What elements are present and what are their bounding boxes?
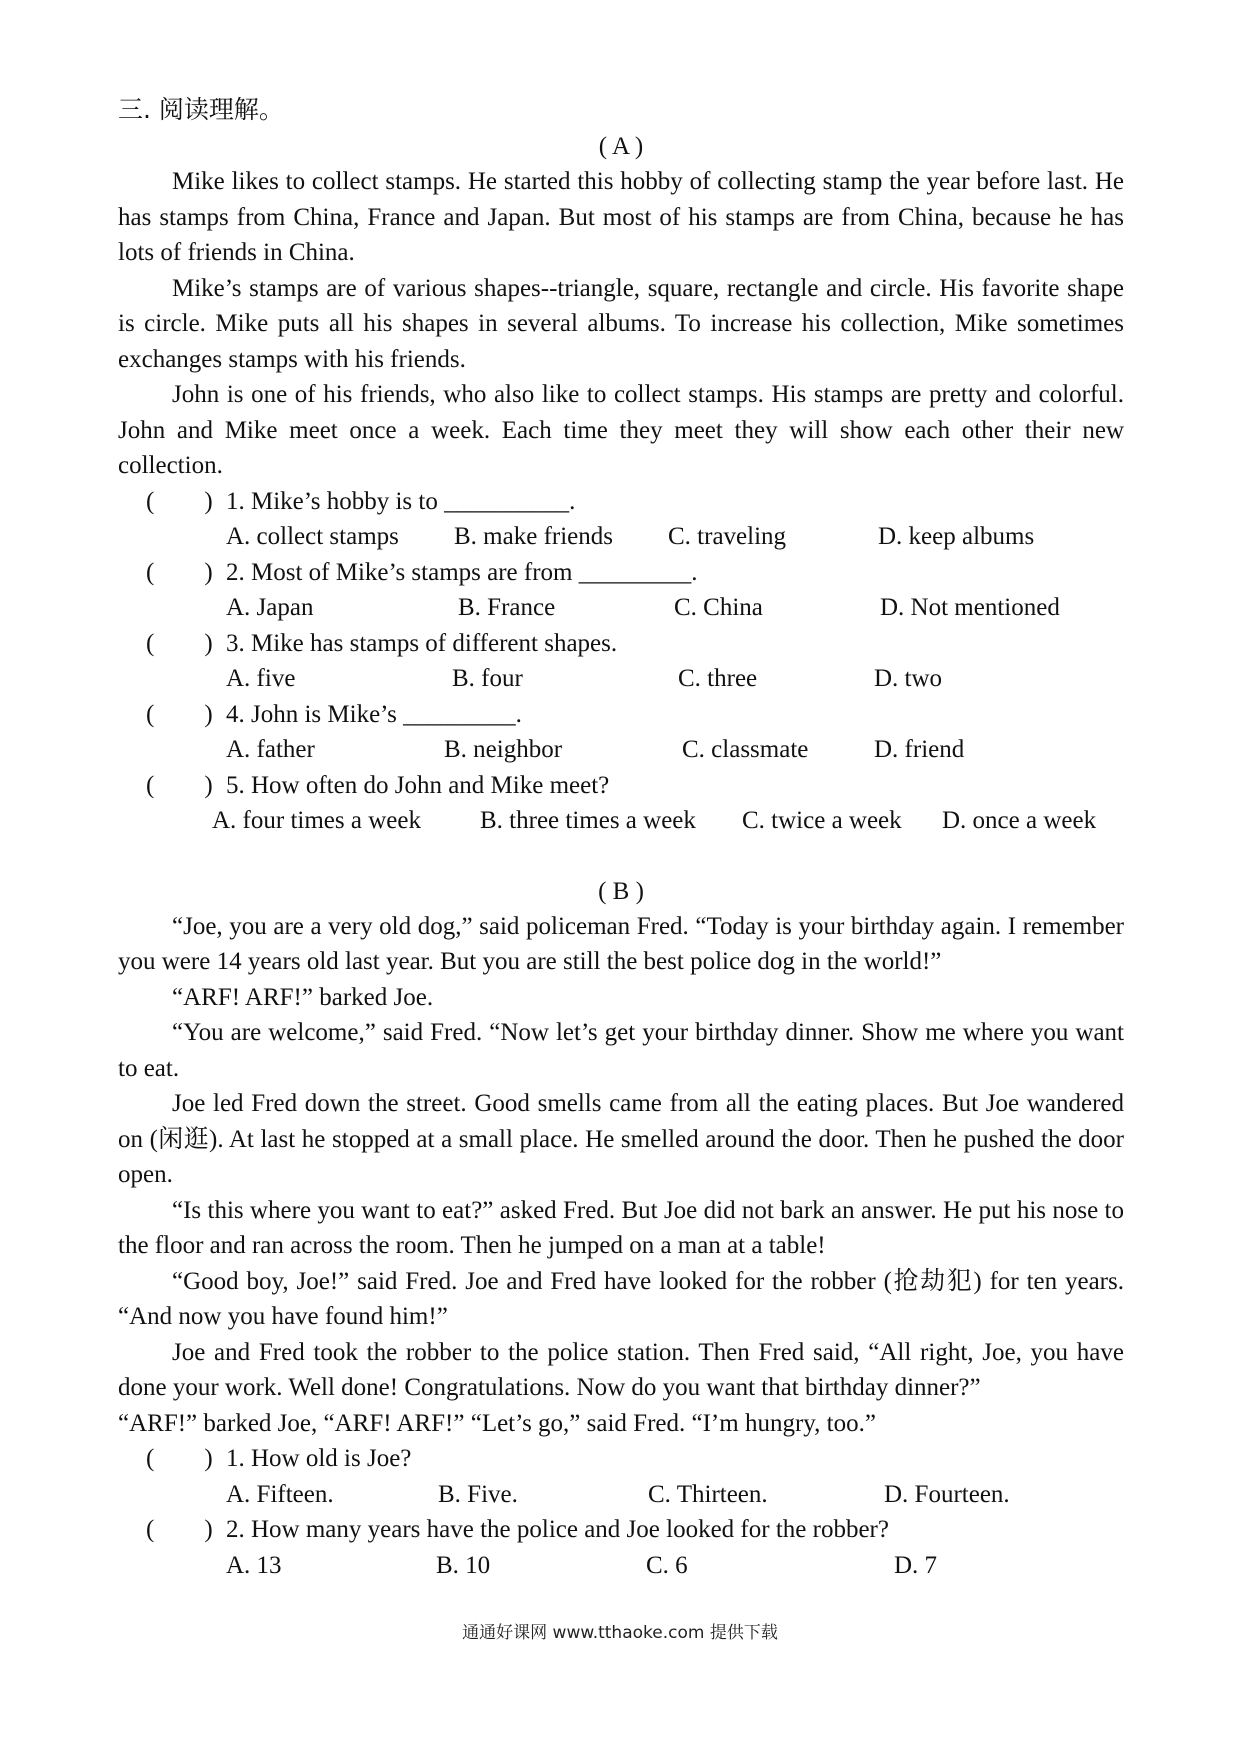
- passage-b-paragraph-4: Joe led Fred down the street. Good smells came from all the eating places. But Joe wandered on (闲逛). At last he stopped at a small place. He smelled around the door. Then he pushed the door open.: [118, 1090, 1124, 1188]
- part-b-heading: ( B ): [598, 877, 644, 905]
- question-stem: 2. How many years have the police and Joe looked for the robber?: [226, 1516, 889, 1543]
- question-stem: 1. How old is Joe?: [226, 1445, 412, 1472]
- answer-blank[interactable]: ( ): [146, 629, 213, 657]
- passage-b-paragraph-1: “Joe, you are a very old dog,” said policeman Fred. “Today is your birthday again. I remember you were 14 years old last year. But you are still the best police dog in the world!”: [118, 912, 1124, 975]
- part-a-heading: ( A ): [598, 133, 644, 160]
- option-b: B. Five.: [438, 1480, 518, 1508]
- option-c: C. three: [678, 665, 758, 692]
- answer-blank[interactable]: ( ): [146, 487, 213, 515]
- option-d: D. two: [874, 665, 943, 692]
- footer-credit: 通通好课网 www.tthaoke.com 提供下载: [462, 1623, 778, 1643]
- passage-a-paragraph-3: John is one of his friends, who also like to collect stamps. His stamps are pretty and colorful. John and Mike meet once a week. Each time they meet they will show each other their new collection.: [118, 381, 1124, 479]
- option-d: D. Not mentioned: [880, 594, 1060, 621]
- question-stem: 2. Most of Mike’s stamps are from _________.: [226, 558, 698, 586]
- option-d: D. friend: [874, 736, 965, 763]
- option-a: A. Fifteen.: [226, 1480, 334, 1508]
- section-gap: [118, 839, 1124, 875]
- question-b1: [118, 1441, 1124, 1477]
- option-b: B. four: [452, 665, 523, 692]
- passage-b-paragraph-3: “You are welcome,” said Fred. “Now let’s get your birthday dinner. Show me where you want to eat.: [118, 1019, 1124, 1082]
- answer-blank[interactable]: ( ): [146, 771, 213, 799]
- option-b: B. neighbor: [444, 736, 563, 763]
- options-b1: [226, 1477, 1124, 1513]
- option-d: D. keep albums: [878, 523, 1035, 550]
- option-b: B. 10: [436, 1551, 491, 1579]
- option-a: A. collect stamps: [226, 523, 399, 550]
- option-c: C. traveling: [668, 523, 787, 550]
- option-c: C. 6: [646, 1551, 688, 1579]
- option-d: D. once a week: [942, 807, 1097, 834]
- question-stem: 1. Mike’s hobby is to __________.: [226, 487, 576, 515]
- answer-blank[interactable]: ( ): [146, 558, 213, 586]
- options-b2: [226, 1548, 1124, 1584]
- question-stem: 3. Mike has stamps of different shapes.: [226, 629, 618, 657]
- option-a: A. Japan: [226, 594, 314, 621]
- passage-a-paragraph-2: Mike’s stamps are of various shapes--triangle, square, rectangle and circle. His favorite shape is circle. Mike puts all his shapes in several albums. To increase his collection, Mike sometimes exchanges stamps with his friends.: [118, 274, 1124, 373]
- question-a5: [118, 768, 1124, 804]
- option-c: C. twice a week: [742, 807, 902, 834]
- option-d: D. Fourteen.: [884, 1480, 1010, 1508]
- option-a: A. four times a week: [212, 807, 421, 834]
- passage-b-paragraph-2: “ARF! ARF!” barked Joe.: [172, 983, 434, 1011]
- options-a5: [212, 803, 1124, 839]
- option-a: A. five: [226, 665, 296, 692]
- passage-b-paragraph-5: “Is this where you want to eat?” asked Fred. But Joe did not bark an answer. He put his nose to the floor and ran across the room. Then he jumped on a man at a table!: [118, 1196, 1124, 1259]
- question-stem: 5. How often do John and Mike meet?: [226, 771, 610, 799]
- question-a4: [118, 697, 1124, 733]
- option-b: B. France: [458, 594, 556, 621]
- option-c: C. Thirteen.: [648, 1480, 768, 1508]
- option-d: D. 7: [894, 1551, 938, 1579]
- passage-a-paragraph-1: Mike likes to collect stamps. He started this hobby of collecting stamp the year before last. He has stamps from China, France and Japan. But most of his stamps are from China, because he has lots of friends in China.: [118, 168, 1124, 266]
- passage-b-paragraph-6: “Good boy, Joe!” said Fred. Joe and Fred have looked for the robber (抢劫犯) for ten years. “And now you have found him!”: [118, 1267, 1124, 1330]
- answer-blank[interactable]: ( ): [146, 1445, 213, 1472]
- options-a4: [226, 732, 1124, 768]
- option-c: C. classmate: [682, 736, 809, 763]
- options-a2: [226, 590, 1124, 626]
- worksheet-page: [118, 92, 1124, 1583]
- answer-blank[interactable]: ( ): [146, 700, 213, 728]
- option-c: C. China: [674, 594, 763, 621]
- option-b: B. make friends: [454, 523, 613, 550]
- passage-b-paragraph-8: “ARF!” barked Joe, “ARF! ARF!” “Let’s go,” said Fred. “I’m hungry, too.”: [118, 1409, 876, 1437]
- option-a: A. father: [226, 736, 315, 763]
- section-title: 三. 阅读理解。: [118, 95, 284, 124]
- answer-blank[interactable]: ( ): [146, 1516, 213, 1543]
- question-b2: [118, 1512, 1124, 1548]
- option-b: B. three times a week: [480, 807, 696, 834]
- options-a1: [226, 519, 1124, 555]
- option-a: A. 13: [226, 1551, 282, 1579]
- question-stem: 4. John is Mike’s _________.: [226, 700, 522, 728]
- question-a3: [118, 626, 1124, 662]
- question-a2: [118, 555, 1124, 591]
- options-a3: [226, 661, 1124, 697]
- question-a1: [118, 484, 1124, 520]
- passage-b-paragraph-7: Joe and Fred took the robber to the police station. Then Fred said, “All right, Joe, you have done your work. Well done! Congratulations. Now do you want that birthday dinner?”: [118, 1338, 1124, 1401]
